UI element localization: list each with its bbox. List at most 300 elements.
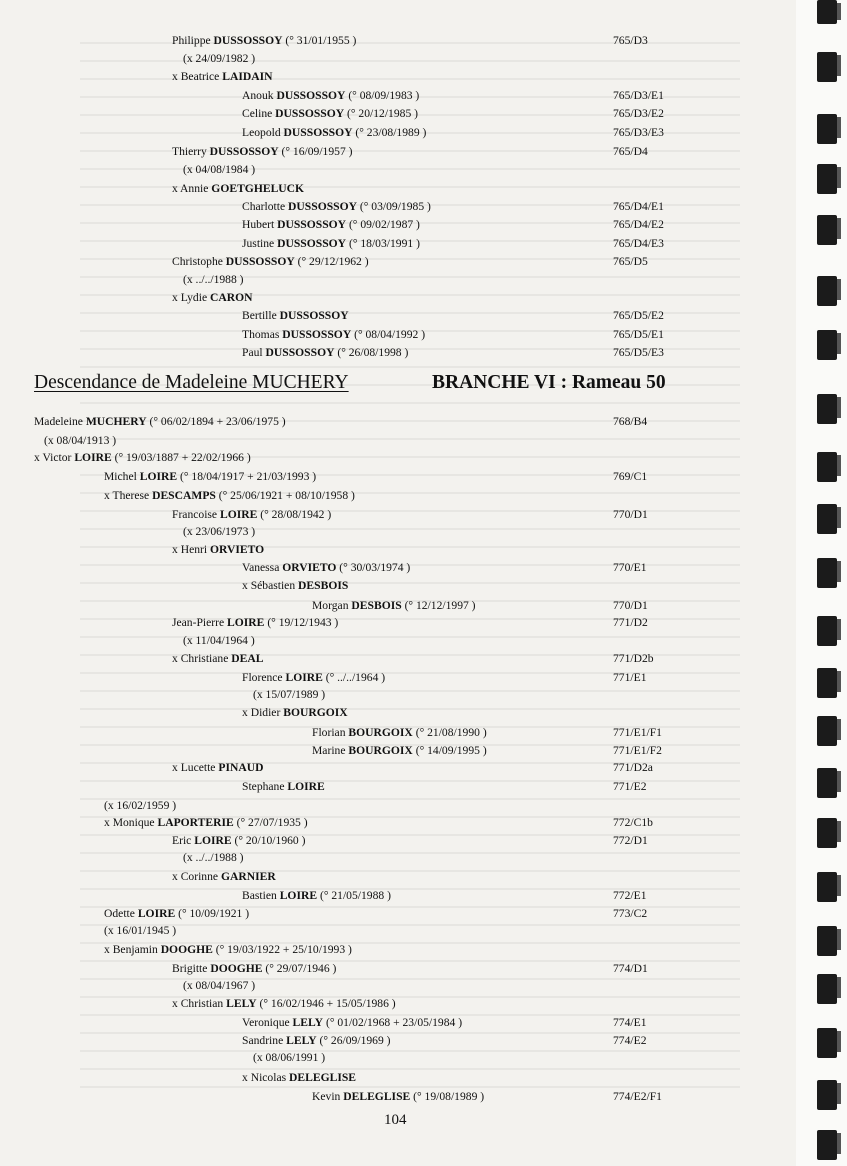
- entry-fragment: x Corinne: [172, 870, 221, 883]
- reference-code: 765/D5/E2: [613, 309, 664, 322]
- entry-fragment: (° 18/03/1991 ): [346, 237, 420, 250]
- entry-fragment: (x 08/06/1991 ): [253, 1051, 326, 1064]
- entry-text: [172, 289, 253, 307]
- entry-text: [34, 449, 251, 467]
- genealogy-entry: [0, 32, 800, 50]
- surname: LELY: [292, 1016, 324, 1029]
- surname: LOIRE: [74, 451, 112, 464]
- entry-fragment: Charlotte: [242, 200, 289, 213]
- entry-text: [172, 759, 263, 777]
- entry-fragment: Michel: [104, 470, 140, 483]
- entry-fragment: (° 28/08/1942 ): [257, 508, 332, 521]
- genealogy-entry: [0, 432, 800, 450]
- genealogy-entry: [0, 105, 800, 123]
- entry-fragment: Kevin: [312, 1090, 344, 1103]
- genealogy-entry: [0, 832, 800, 850]
- surname: DELEGLISE: [289, 1071, 357, 1084]
- reference-code: 768/B4: [613, 415, 648, 428]
- entry-fragment: (x 15/07/1989 ): [253, 688, 326, 701]
- entry-text: [312, 742, 487, 760]
- entry-fragment: Vanessa: [242, 561, 283, 574]
- surname: DUSSOSSOY: [279, 309, 349, 322]
- entry-text: [172, 650, 263, 668]
- genealogy-entry: [0, 143, 800, 161]
- entry-fragment: (° 29/12/1962 ): [294, 255, 369, 268]
- entry-text: [172, 541, 264, 559]
- entry-fragment: (° 14/09/1995 ): [412, 744, 487, 757]
- entry-fragment: (x 16/02/1959 ): [104, 799, 177, 812]
- reference-code: 765/D4/E2: [613, 218, 664, 231]
- entry-fragment: Odette: [104, 907, 138, 920]
- entry-fragment: (° 31/01/1955 ): [282, 34, 357, 47]
- genealogy-entry: [0, 977, 800, 995]
- genealogy-entry: [0, 995, 800, 1013]
- genealogy-entry: [0, 960, 800, 978]
- entry-fragment: x Henri: [172, 543, 210, 556]
- entry-fragment: Bastien: [242, 889, 280, 902]
- genealogy-entry: [0, 559, 800, 577]
- surname: LELY: [226, 997, 257, 1010]
- entry-fragment: x Victor: [34, 451, 75, 464]
- surname: DUSSOSSOY: [213, 34, 283, 47]
- entry-fragment: Morgan: [312, 599, 352, 612]
- entry-fragment: (° 23/08/1989 ): [352, 126, 427, 139]
- genealogy-entry: [0, 468, 800, 486]
- genealogy-entry: [0, 597, 800, 615]
- genealogy-entry: [0, 1069, 800, 1087]
- entry-fragment: (° 27/07/1935 ): [233, 816, 308, 829]
- binding-ring: [817, 330, 837, 360]
- entry-fragment: x Lydie: [172, 291, 210, 304]
- entry-fragment: (° 19/08/1989 ): [410, 1090, 485, 1103]
- entry-text: [242, 105, 418, 123]
- binding-ring: [817, 114, 837, 144]
- genealogy-entry: [0, 905, 800, 923]
- binding-ring: [817, 0, 837, 24]
- entry-fragment: (° 21/08/1990 ): [412, 726, 487, 739]
- entry-fragment: (° 20/12/1985 ): [344, 107, 418, 120]
- entry-text: [312, 1088, 484, 1106]
- genealogy-entry: [0, 449, 800, 467]
- binding-ring: [817, 1028, 837, 1058]
- entry-fragment: Marine: [312, 744, 349, 757]
- surname: LOIRE: [194, 834, 232, 847]
- entry-text: [242, 87, 419, 105]
- surname: DESBOIS: [351, 599, 402, 612]
- entry-fragment: (° 12/12/1997 ): [401, 599, 476, 612]
- surname: PINAUD: [218, 761, 264, 774]
- entry-fragment: Francoise: [172, 508, 220, 521]
- entry-text: [242, 216, 420, 234]
- entry-text: [242, 326, 425, 344]
- genealogy-entry: [0, 1049, 800, 1067]
- genealogy-entry: [0, 180, 800, 198]
- surname: LOIRE: [219, 508, 258, 521]
- entry-fragment: (x 24/09/1982 ): [183, 52, 256, 65]
- reference-code: 771/D2a: [613, 761, 653, 774]
- entry-fragment: Sandrine: [242, 1034, 287, 1047]
- surname: DESCAMPS: [152, 489, 216, 502]
- entry-text: [312, 724, 487, 742]
- entry-fragment: (° 09/02/1987 ): [346, 218, 420, 231]
- surname: BOURGOIX: [283, 706, 348, 719]
- surname: LOIRE: [285, 671, 323, 684]
- entry-fragment: (° 29/07/1946 ): [262, 962, 337, 975]
- entry-fragment: Philippe: [172, 34, 214, 47]
- surname: DUSSOSSOY: [282, 328, 352, 341]
- surname: DUSSOSSOY: [276, 89, 346, 102]
- binding-ring: [817, 504, 837, 534]
- entry-text: [172, 143, 353, 161]
- reference-code: 765/D3/E2: [613, 107, 664, 120]
- spiral-binding: [796, 0, 847, 1166]
- entry-text: [242, 235, 420, 253]
- entry-text: [183, 849, 244, 867]
- surname: LAIDAIN: [222, 70, 273, 83]
- surname: DELEGLISE: [343, 1090, 411, 1103]
- entry-text: [183, 523, 255, 541]
- entry-text: [242, 344, 408, 362]
- surname: GOETGHELUCK: [211, 182, 305, 195]
- surname: GARNIER: [220, 870, 276, 883]
- genealogy-entry: [0, 1088, 800, 1106]
- entry-text: [104, 487, 355, 505]
- entry-fragment: (° 19/03/1887 + 22/02/1966 ): [111, 451, 251, 464]
- entry-fragment: Anouk: [242, 89, 277, 102]
- entry-fragment: (x 08/04/1913 ): [44, 434, 117, 447]
- binding-ring: [817, 1130, 837, 1160]
- entry-fragment: (° 08/09/1983 ): [345, 89, 420, 102]
- surname: DUSSOSSOY: [277, 218, 347, 231]
- entry-fragment: Thierry: [172, 145, 210, 158]
- entry-fragment: (° 16/09/1957 ): [278, 145, 353, 158]
- reference-code: 773/C2: [613, 907, 648, 920]
- surname: DOOGHE: [210, 962, 263, 975]
- entry-fragment: x Didier: [242, 706, 284, 719]
- entry-text: [242, 124, 426, 142]
- entry-text: [104, 905, 249, 923]
- genealogy-entry: [0, 759, 800, 777]
- genealogy-entry: [0, 198, 800, 216]
- genealogy-entry: [0, 922, 800, 940]
- reference-code: 772/D1: [613, 834, 648, 847]
- binding-ring: [817, 616, 837, 646]
- entry-text: [44, 432, 116, 450]
- genealogy-entry: [0, 632, 800, 650]
- entry-fragment: (° 18/04/1917 + 21/03/1993 ): [177, 470, 317, 483]
- genealogy-entry: [0, 868, 800, 886]
- entry-fragment: (x 04/08/1984 ): [183, 163, 256, 176]
- entry-fragment: x Monique: [104, 816, 158, 829]
- genealogy-entry: [0, 68, 800, 86]
- entry-fragment: (x ../../1988 ): [183, 273, 244, 286]
- surname: LOIRE: [279, 889, 318, 902]
- reference-code: 772/E1: [613, 889, 647, 902]
- binding-ring: [817, 768, 837, 798]
- entry-fragment: (° 19/12/1943 ): [264, 616, 339, 629]
- surname: BOURGOIX: [348, 726, 413, 739]
- entry-fragment: x Annie: [172, 182, 212, 195]
- entry-text: [242, 887, 391, 905]
- entry-fragment: Florence: [242, 671, 286, 684]
- reference-code: 769/C1: [613, 470, 648, 483]
- reference-code: 770/D1: [613, 599, 648, 612]
- entry-fragment: (° 30/03/1974 ): [336, 561, 411, 574]
- entry-text: [242, 577, 348, 595]
- genealogy-entry: [0, 541, 800, 559]
- reference-code: 765/D3/E3: [613, 126, 664, 139]
- surname: MUCHERY: [85, 415, 147, 428]
- reference-code: 765/D4/E3: [613, 237, 664, 250]
- entry-text: [242, 559, 410, 577]
- entry-fragment: (x ../../1988 ): [183, 851, 244, 864]
- surname: DEAL: [231, 652, 264, 665]
- entry-text: [172, 995, 396, 1013]
- entry-fragment: (° 21/05/1988 ): [317, 889, 391, 902]
- entry-text: [172, 832, 305, 850]
- entry-fragment: (° 26/09/1969 ): [316, 1034, 391, 1047]
- entry-text: [104, 922, 176, 940]
- reference-code: 770/D1: [613, 508, 648, 521]
- binding-ring: [817, 558, 837, 588]
- genealogy-entry: [0, 704, 800, 722]
- surname: ORVIETO: [210, 543, 265, 556]
- genealogy-entry: [0, 614, 800, 632]
- entry-fragment: (° ../../1964 ): [322, 671, 386, 684]
- entry-fragment: (° 16/02/1946 + 15/05/1986 ): [256, 997, 396, 1010]
- entry-text: [312, 597, 476, 615]
- entry-text: [172, 614, 338, 632]
- entry-text: [242, 669, 385, 687]
- genealogy-entry: [0, 87, 800, 105]
- entry-fragment: x Sébastien: [242, 579, 299, 592]
- entry-fragment: Jean-Pierre: [172, 616, 228, 629]
- surname: DUSSOSSOY: [288, 200, 357, 213]
- genealogy-entry: [0, 941, 800, 959]
- reference-code: 765/D5/E3: [613, 346, 664, 359]
- reference-code: 765/D4/E1: [613, 200, 664, 213]
- surname: ORVIETO: [282, 561, 337, 574]
- entry-fragment: Leopold: [242, 126, 284, 139]
- genealogy-entry: [0, 50, 800, 68]
- surname: LOIRE: [227, 616, 265, 629]
- genealogy-entry: [0, 778, 800, 796]
- entry-text: [104, 797, 176, 815]
- binding-ring: [817, 926, 837, 956]
- entry-text: [242, 778, 325, 796]
- entry-text: [242, 1032, 391, 1050]
- entry-fragment: Veronique: [242, 1016, 293, 1029]
- surname: LOIRE: [139, 470, 178, 483]
- genealogy-entry: [0, 724, 800, 742]
- binding-ring: [817, 164, 837, 194]
- entry-fragment: (° 19/03/1922 + 25/10/1993 ): [212, 943, 352, 956]
- genealogy-entry: [0, 271, 800, 289]
- reference-code: 765/D4: [613, 145, 648, 158]
- binding-ring: [817, 215, 837, 245]
- entry-text: [183, 632, 255, 650]
- genealogy-entry: [0, 161, 800, 179]
- binding-ring: [817, 52, 837, 82]
- surname: DUSSOSSOY: [277, 237, 347, 250]
- entry-text: [172, 868, 276, 886]
- entry-fragment: Florian: [312, 726, 349, 739]
- reference-code: 765/D3: [613, 34, 648, 47]
- entry-text: [172, 506, 331, 524]
- genealogy-entry: [0, 669, 800, 687]
- binding-ring: [817, 276, 837, 306]
- entry-text: [183, 977, 255, 995]
- entry-fragment: x Benjamin: [104, 943, 161, 956]
- entry-fragment: (x 16/01/1945 ): [104, 924, 177, 937]
- genealogy-entry: [0, 506, 800, 524]
- genealogy-entry: [0, 487, 800, 505]
- entry-text: [242, 704, 348, 722]
- entry-fragment: x Therese: [104, 489, 153, 502]
- entry-text: [172, 32, 356, 50]
- entry-text: [253, 686, 325, 704]
- entry-fragment: (x 08/04/1967 ): [183, 979, 256, 992]
- reference-code: 771/E1: [613, 671, 647, 684]
- surname: DUSSOSSOY: [225, 255, 295, 268]
- genealogy-entry: [0, 577, 800, 595]
- genealogy-entry: [0, 253, 800, 271]
- entry-fragment: Thomas: [242, 328, 283, 341]
- entry-text: [172, 68, 272, 86]
- entry-fragment: Eric: [172, 834, 195, 847]
- branch-title: BRANCHE VI : Rameau 50: [432, 372, 666, 393]
- binding-ring: [817, 394, 837, 424]
- genealogy-entry: [0, 1032, 800, 1050]
- reference-code: 765/D3/E1: [613, 89, 664, 102]
- binding-ring: [817, 668, 837, 698]
- genealogy-entry: [0, 887, 800, 905]
- entry-fragment: x Christian: [172, 997, 227, 1010]
- entry-fragment: (x 23/06/1973 ): [183, 525, 256, 538]
- entry-text: [183, 50, 255, 68]
- entry-fragment: x Lucette: [172, 761, 219, 774]
- reference-code: 765/D5/E1: [613, 328, 664, 341]
- entry-fragment: x Christiane: [172, 652, 232, 665]
- surname: DOOGHE: [160, 943, 213, 956]
- genealogy-entry: [0, 235, 800, 253]
- entry-fragment: Paul: [242, 346, 266, 359]
- surname: DUSSOSSOY: [265, 346, 335, 359]
- genealogy-entry: [0, 344, 800, 362]
- section-title: Descendance de Madeleine MUCHERY: [34, 372, 349, 393]
- genealogy-entry: [0, 124, 800, 142]
- entry-fragment: (° 01/02/1968 + 23/05/1984 ): [323, 1016, 463, 1029]
- reference-code: 765/D5: [613, 255, 648, 268]
- entry-text: [253, 1049, 325, 1067]
- genealogy-entry: [0, 1014, 800, 1032]
- genealogy-entry: [0, 307, 800, 325]
- entry-fragment: x Nicolas: [242, 1071, 290, 1084]
- entry-text: [104, 814, 308, 832]
- surname: DESBOIS: [298, 579, 349, 592]
- reference-code: 771/E2: [613, 780, 647, 793]
- binding-ring: [817, 872, 837, 902]
- page-number: 104: [384, 1112, 407, 1128]
- entry-text: [34, 413, 286, 431]
- binding-ring: [817, 818, 837, 848]
- entry-fragment: (° 08/04/1992 ): [351, 328, 426, 341]
- entry-fragment: Stephane: [242, 780, 288, 793]
- entry-text: [172, 253, 369, 271]
- entry-text: [242, 1014, 462, 1032]
- entry-text: [172, 960, 336, 978]
- surname: LAPORTERIE: [157, 816, 234, 829]
- surname: LOIRE: [287, 780, 325, 793]
- reference-code: 771/D2: [613, 616, 648, 629]
- entry-fragment: (° 10/09/1921 ): [175, 907, 250, 920]
- reference-code: 772/C1b: [613, 816, 653, 829]
- surname: DUSSOSSOY: [209, 145, 279, 158]
- entry-fragment: (° 03/09/1985 ): [357, 200, 431, 213]
- reference-code: 771/D2b: [613, 652, 654, 665]
- entry-fragment: x Beatrice: [172, 70, 223, 83]
- entry-text: [104, 468, 316, 486]
- entry-fragment: Christophe: [172, 255, 226, 268]
- binding-ring: [817, 1080, 837, 1110]
- entry-text: [183, 271, 244, 289]
- surname: LELY: [286, 1034, 317, 1047]
- binding-ring: [817, 974, 837, 1004]
- surname: DUSSOSSOY: [283, 126, 353, 139]
- entry-fragment: Bertille: [242, 309, 280, 322]
- genealogy-entry: [0, 742, 800, 760]
- entry-text: [104, 941, 352, 959]
- reference-code: 774/D1: [613, 962, 648, 975]
- surname: DUSSOSSOY: [275, 107, 345, 120]
- entry-fragment: (° 26/08/1998 ): [334, 346, 409, 359]
- reference-code: 774/E2: [613, 1034, 647, 1047]
- surname: LOIRE: [137, 907, 176, 920]
- surname: CARON: [210, 291, 253, 304]
- entry-fragment: (° 25/06/1921 + 08/10/1958 ): [215, 489, 355, 502]
- genealogy-entry: [0, 849, 800, 867]
- entry-fragment: (° 06/02/1894 + 23/06/1975 ): [146, 415, 286, 428]
- reference-code: 774/E2/F1: [613, 1090, 662, 1103]
- genealogy-entry: [0, 216, 800, 234]
- entry-text: [242, 198, 431, 216]
- genealogy-entry: [0, 523, 800, 541]
- entry-fragment: (° 20/10/1960 ): [231, 834, 306, 847]
- entry-text: [172, 180, 304, 198]
- genealogy-entry: [0, 289, 800, 307]
- genealogy-entry: [0, 650, 800, 668]
- entry-text: [242, 1069, 356, 1087]
- entry-fragment: Hubert: [242, 218, 278, 231]
- surname: BOURGOIX: [348, 744, 413, 757]
- reference-code: 771/E1/F1: [613, 726, 662, 739]
- entry-text: [183, 161, 255, 179]
- entry-fragment: Celine: [242, 107, 276, 120]
- genealogy-entry: [0, 413, 800, 431]
- entry-text: [242, 307, 349, 325]
- reference-code: 774/E1: [613, 1016, 647, 1029]
- reference-code: 771/E1/F2: [613, 744, 662, 757]
- genealogy-entry: [0, 686, 800, 704]
- genealogy-entry: [0, 326, 800, 344]
- entry-fragment: Justine: [242, 237, 278, 250]
- reference-code: 770/E1: [613, 561, 647, 574]
- genealogy-entry: [0, 797, 800, 815]
- entry-fragment: Madeleine: [34, 415, 86, 428]
- entry-fragment: Brigitte: [172, 962, 211, 975]
- binding-ring: [817, 452, 837, 482]
- genealogy-entry: [0, 814, 800, 832]
